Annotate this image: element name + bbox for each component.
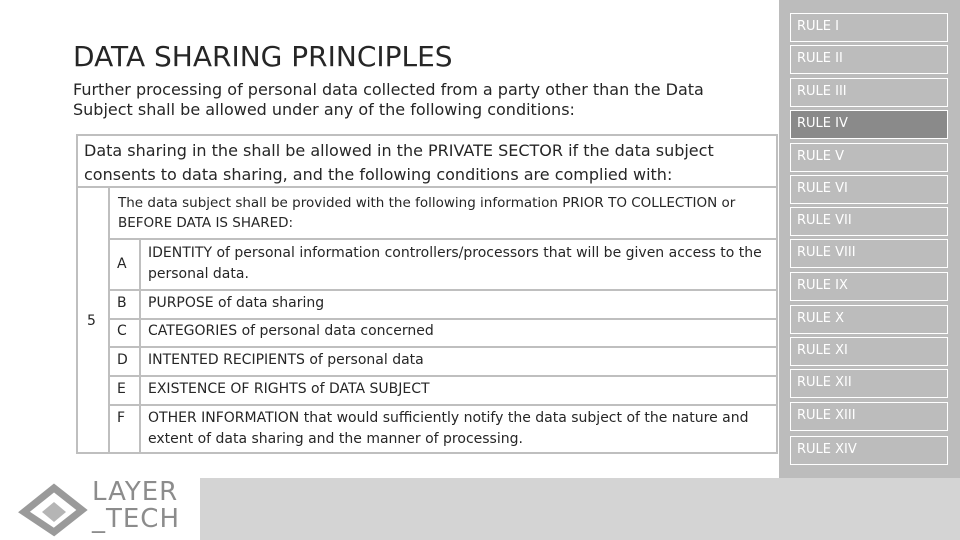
rule-button-1[interactable]: RULE I: [790, 13, 948, 42]
divider: [109, 238, 777, 240]
logo-line-1: LAYER: [92, 477, 179, 507]
page-title: DATA SHARING PRINCIPLES: [73, 40, 453, 73]
rule-button-12[interactable]: RULE XII: [790, 369, 948, 398]
rule-button-7[interactable]: RULE VII: [790, 207, 948, 236]
rule-button-11[interactable]: RULE XI: [790, 337, 948, 366]
rule-button-8[interactable]: RULE VIII: [790, 239, 948, 268]
item-letter: E: [117, 381, 126, 397]
rule-button-10[interactable]: RULE X: [790, 305, 948, 334]
rule-button-14[interactable]: RULE XIV: [790, 436, 948, 465]
divider: [109, 289, 777, 291]
item-letter: F: [117, 410, 126, 426]
item-letter: D: [117, 352, 128, 368]
rule-button-4[interactable]: RULE IV: [790, 110, 948, 139]
logo-line-2: _TECH: [92, 504, 181, 534]
layer-tech-logo-icon: [12, 478, 92, 540]
rule-button-6[interactable]: RULE VI: [790, 175, 948, 204]
divider: [109, 346, 777, 348]
item-letter: C: [117, 323, 127, 339]
item-number: 5: [87, 313, 96, 329]
intro-text: Further processing of personal data collected from a party other than the Data Subject shall be allowed under any of the following conditions:: [73, 80, 704, 119]
item-letter: A: [117, 256, 127, 272]
divider: [109, 318, 777, 320]
rule-button-3[interactable]: RULE III: [790, 78, 948, 107]
rule-button-5[interactable]: RULE V: [790, 143, 948, 172]
item-letter: B: [117, 295, 127, 311]
box-intro-text: Data sharing in the shall be allowed in the PRIVATE SECTOR if the data subject consents to data sharing, and the following conditions are complied with:: [84, 141, 714, 184]
item-text: PURPOSE of data sharing: [148, 295, 325, 311]
footer-band: [200, 478, 960, 540]
rule-button-13[interactable]: RULE XIII: [790, 402, 948, 431]
item-text: CATEGORIES of personal data concerned: [148, 323, 434, 339]
divider: [109, 375, 777, 377]
rule-button-9[interactable]: RULE IX: [790, 272, 948, 301]
sub-intro-text: The data subject shall be provided with the following information PRIOR TO COLLECTION or BEFORE DATA IS SHARED:: [118, 195, 736, 231]
divider: [109, 404, 777, 406]
item-text: INTENTED RECIPIENTS of personal data: [148, 352, 424, 368]
item-text: EXISTENCE OF RIGHTS of DATA SUBJECT: [148, 381, 430, 397]
logo-wordmark: [92, 479, 180, 533]
divider: [108, 187, 110, 453]
divider: [77, 186, 777, 188]
item-text: IDENTITY of personal information controllers/processors that will be given access to the personal data.: [148, 245, 762, 282]
item-text: OTHER INFORMATION that would sufficiently notify the data subject of the nature and extent of data sharing and the manner of processing.: [148, 410, 749, 447]
rule-button-2[interactable]: RULE II: [790, 45, 948, 74]
